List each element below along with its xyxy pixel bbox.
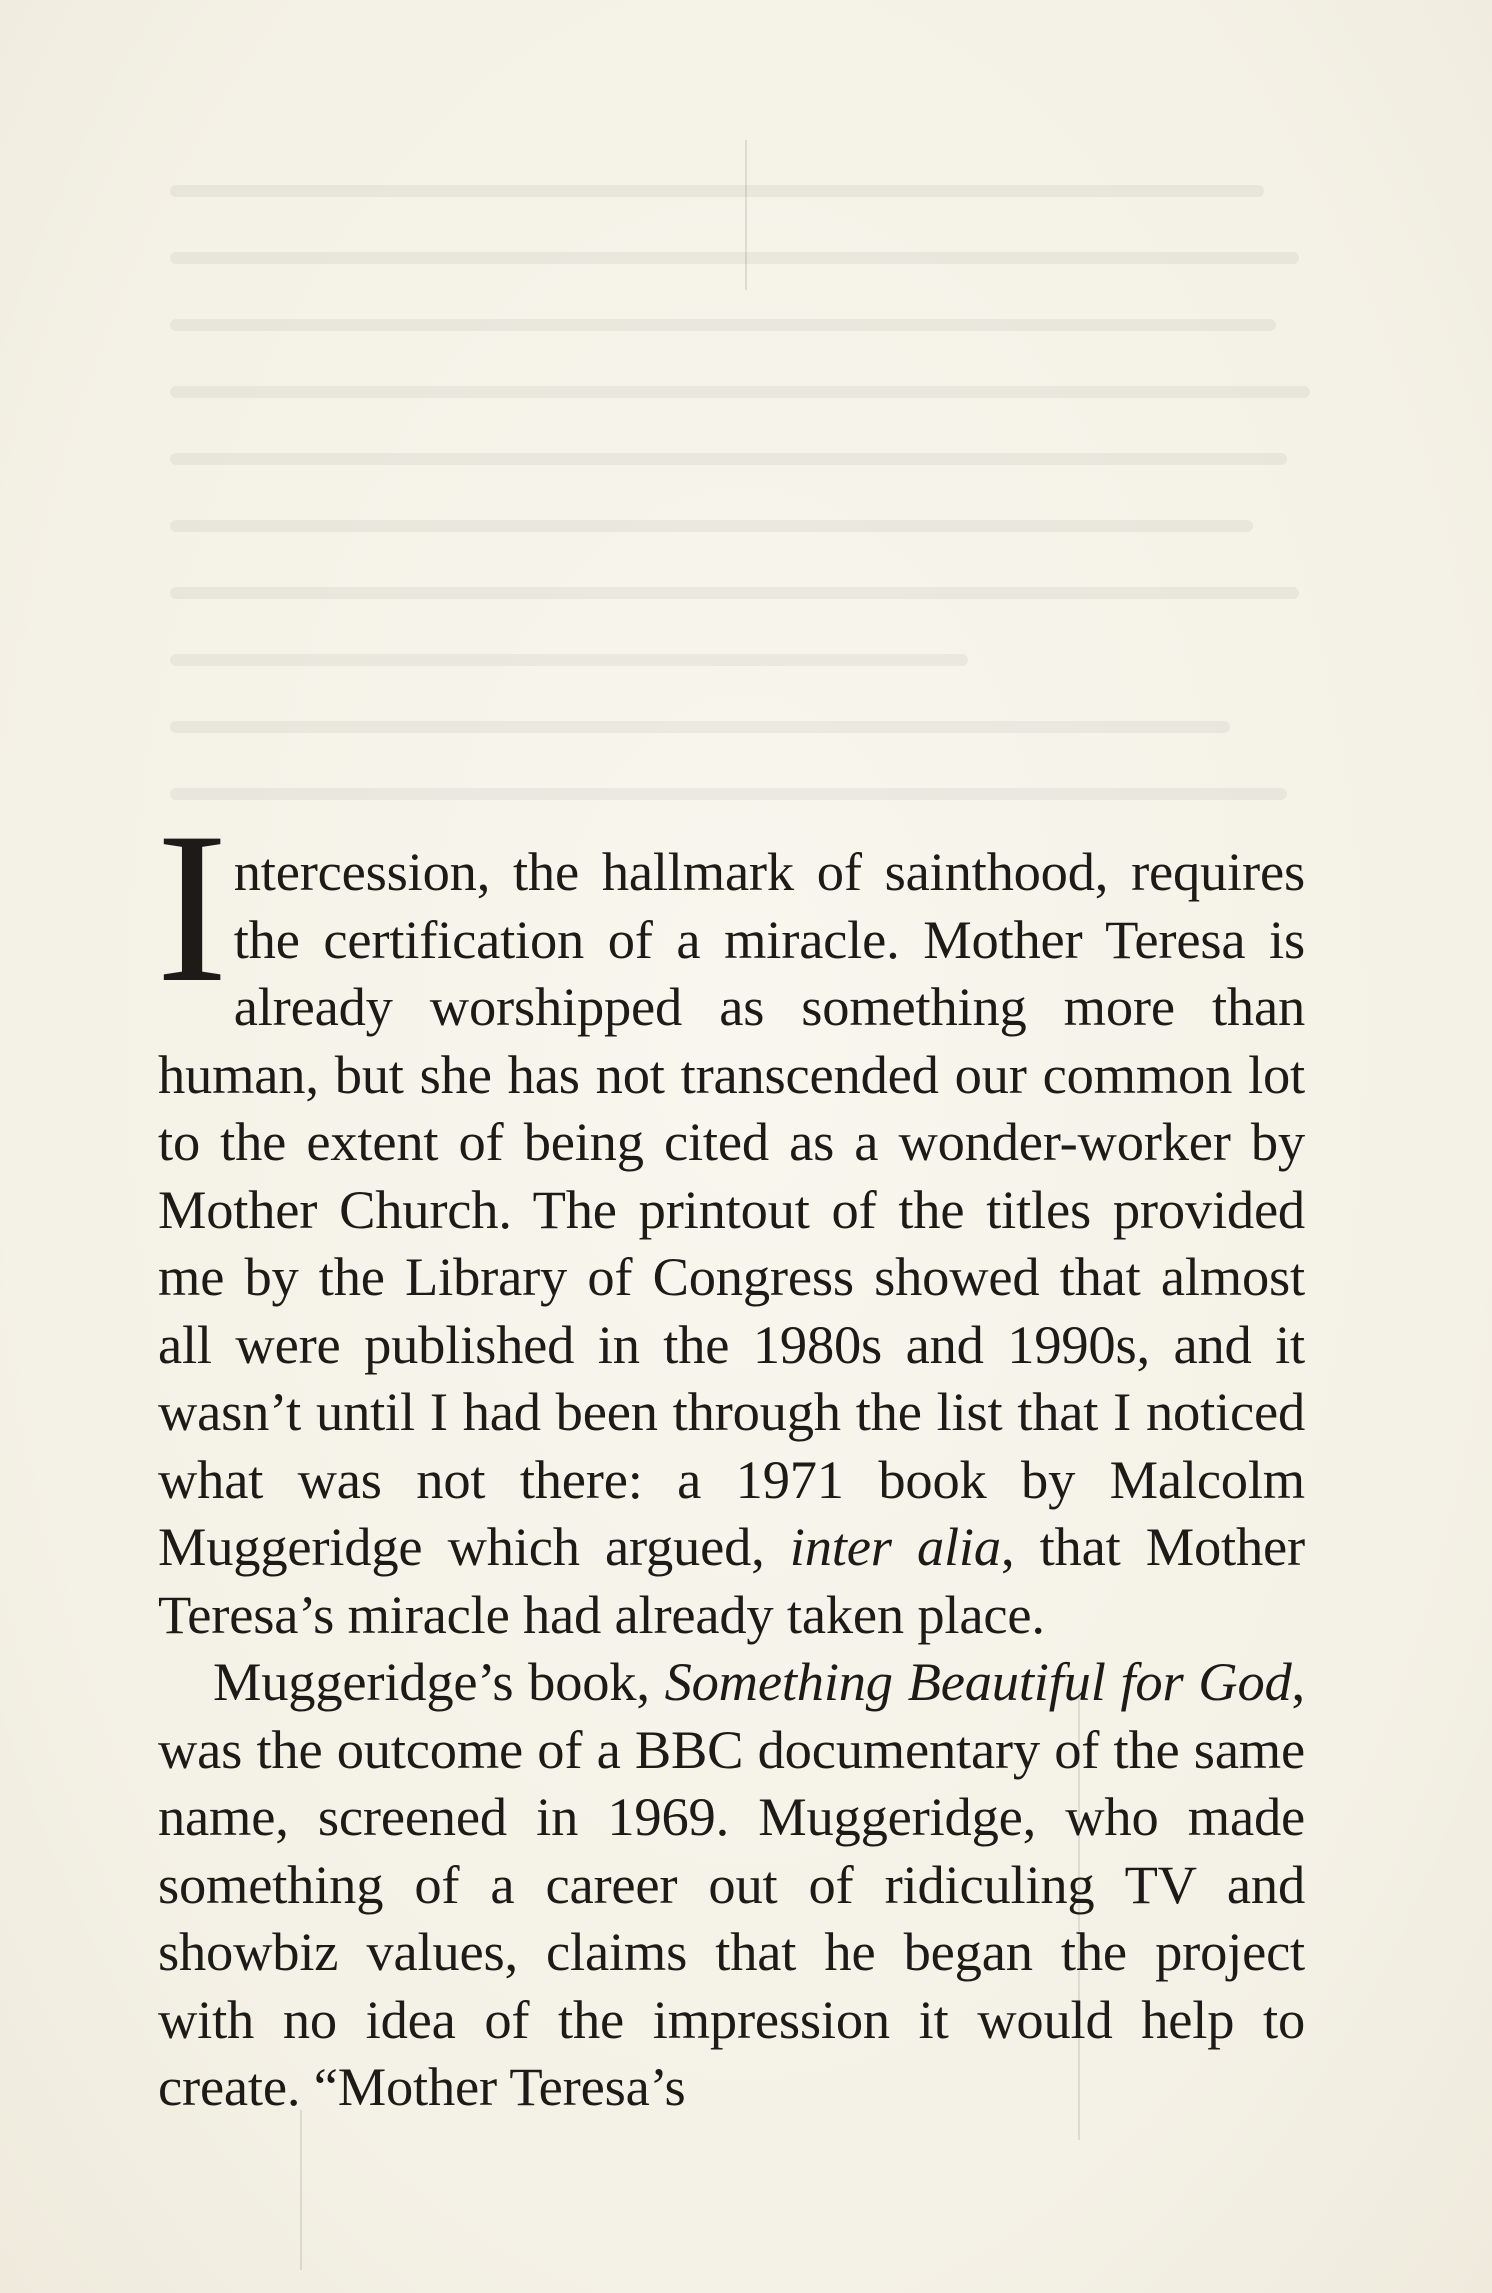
paragraph-1	[156, 788, 1305, 1648]
text-segment: , was the outcome of a BBC documentary of the same name, screened in 1969. Muggeridge, who made something of a career out of ridiculing TV and showbiz values, claims that he began the project with no idea of the impression it would help to create. “Mother Teresa’s	[158, 1651, 1305, 2117]
italic-text-segment: inter alia	[789, 1516, 1001, 1577]
body-text	[156, 788, 1305, 2121]
text-segment: Muggeridge’s book,	[213, 1651, 665, 1712]
text-segment: , that Mother Teresa’s miracle had already taken place.	[158, 1516, 1305, 1645]
paragraph-2	[158, 1648, 1305, 2121]
show-through-text	[170, 185, 1310, 855]
page-crease	[745, 140, 747, 290]
drop-cap: I	[156, 788, 228, 1027]
italic-text-segment: Something Beautiful for God	[664, 1651, 1292, 1712]
page-crease	[300, 2110, 302, 2270]
text-segment: ntercession, the hallmark of sainthood, requires the certification of a miracle. Mother Teresa is already worshipped as something more than human, but she has not transcended our common lot to the extent of being cited as a wonder-worker by Mother Church. The printout of the titles provided me by the Library of Congress showed that almost all were published in the 1980s and 1990s, and it wasn’t until I had been through the list that I noticed what was not there: a 1971 book by Malcolm Muggeridge which argued,	[158, 841, 1305, 1577]
